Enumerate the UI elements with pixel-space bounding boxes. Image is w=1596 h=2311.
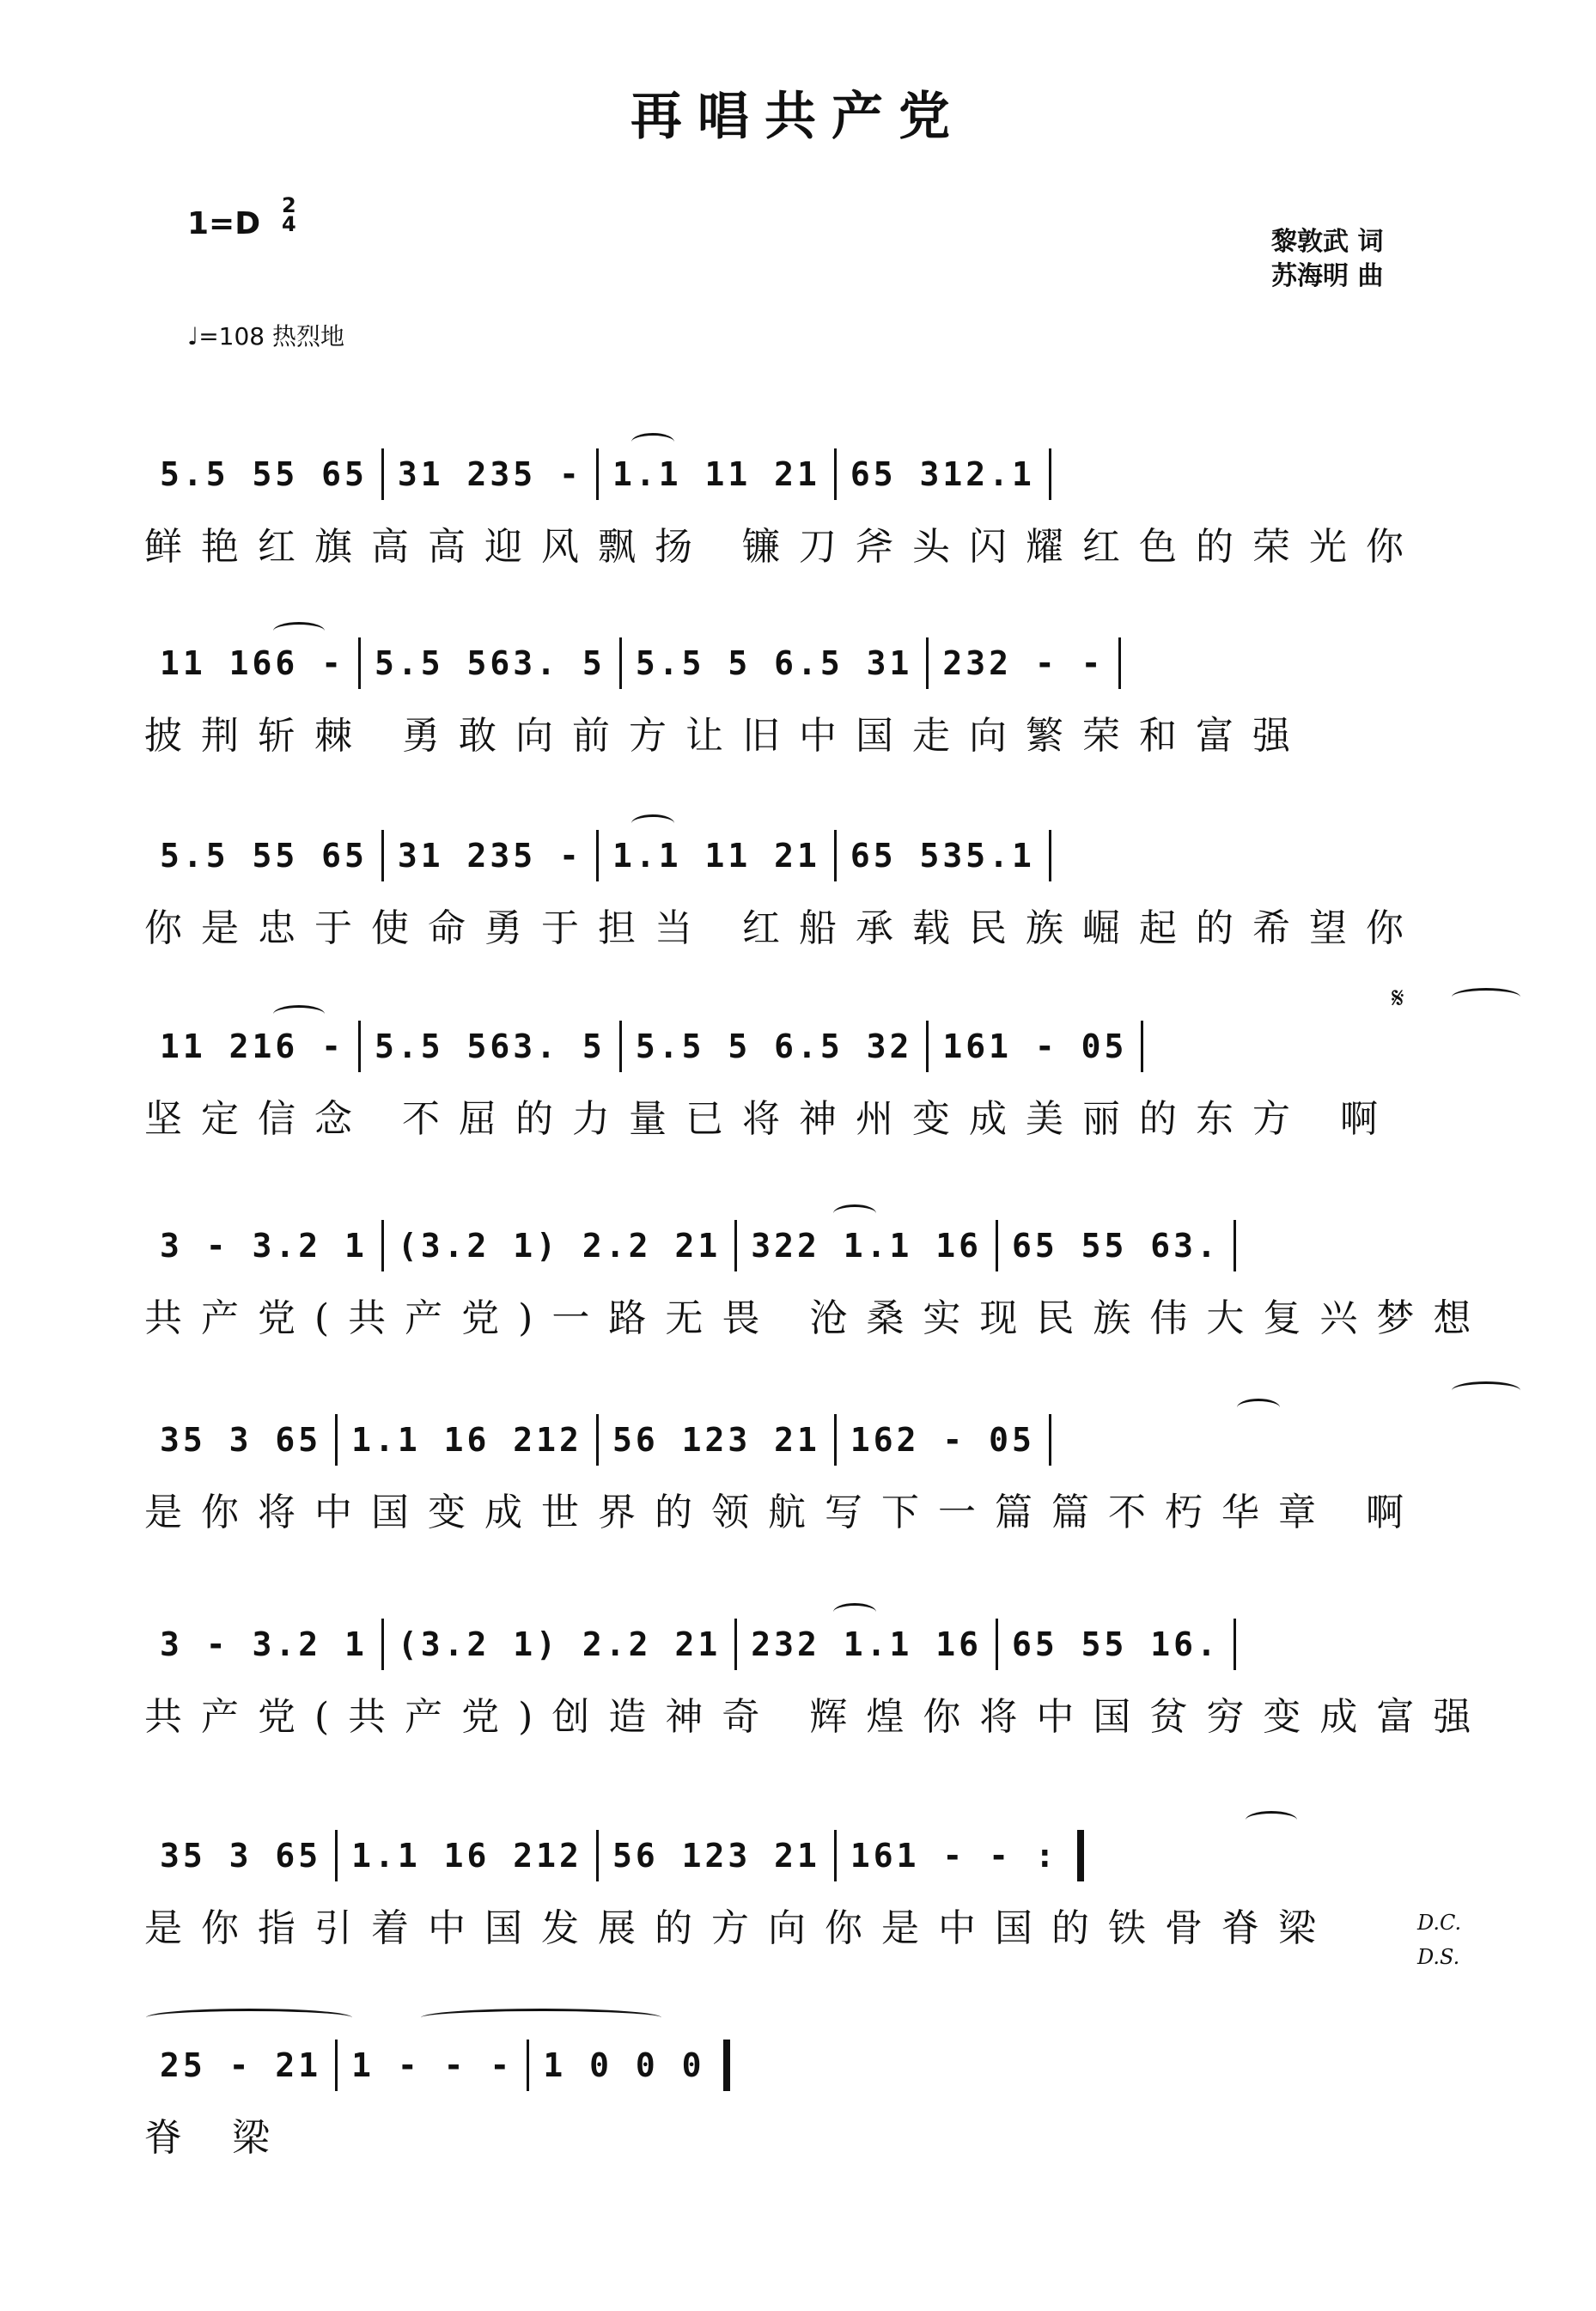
barline [1234, 1220, 1236, 1271]
score-system-3 [0, 830, 1596, 1002]
segno-sign: 𝄋 [1392, 981, 1404, 1015]
measure: 35 3 65 [160, 1837, 322, 1875]
notation-line [146, 1619, 1236, 1670]
tempo-marking: ♩=108 热烈地 [187, 322, 345, 351]
dc-mark: D.C. [1417, 1911, 1462, 1935]
slur-mark [833, 1204, 876, 1223]
measure: 1 0 0 0 [543, 2046, 705, 2084]
measure: 5.5 5 6.5 32 [635, 1027, 913, 1065]
notation-line [146, 448, 1051, 500]
slur-mark [273, 1005, 325, 1023]
measure: 232 1.1 16 [751, 1625, 982, 1663]
lyricist-credit: 黎敦武 词 [1271, 227, 1384, 257]
repeat-end-barline [1077, 1830, 1084, 1881]
measure: 322 1.1 16 [751, 1227, 982, 1265]
measure: 1.1 16 212 [351, 1837, 582, 1875]
measure: 5.5 55 65 [160, 455, 368, 493]
barline [1049, 1414, 1051, 1466]
lyrics-line: 共产党(共产党)创造神奇 辉煌你将中国贫穷变成富强 [144, 1695, 1490, 1739]
measure: 161 - 05 [942, 1027, 1128, 1065]
measure: 31 235 - [397, 837, 582, 875]
measure: 5.5 563. 5 [375, 644, 606, 682]
measure: (3.2 1) 2.2 21 [397, 1625, 722, 1663]
measure: 3 - 3.2 1 [160, 1625, 368, 1663]
measure: 31 235 - [397, 455, 582, 493]
measure: 65 55 63. [1011, 1227, 1220, 1265]
barline [1141, 1021, 1143, 1072]
score-system-7 [0, 1619, 1596, 1790]
lyrics-line: 鲜艳红旗高高迎风飘扬 镰刀斧头闪耀红色的荣光你 [144, 525, 1422, 569]
measure: 1 - - - [351, 2046, 514, 2084]
lyrics-line: 你是忠于使命勇于担当 红船承载民族崛起的希望你 [144, 906, 1422, 950]
measure: 232 - - [942, 644, 1105, 682]
meter-top: 2 [282, 193, 296, 217]
measure: 56 123 21 [612, 1837, 820, 1875]
key-signature: 1=D [187, 206, 261, 241]
lyrics-line: 是你指引着中国发展的方向你是中国的铁骨脊梁 [144, 1906, 1335, 1950]
measure: 5.5 5 6.5 31 [635, 644, 913, 682]
score-system-5 [0, 1220, 1596, 1392]
slur-mark [631, 433, 674, 451]
measure: 3 - 3.2 1 [160, 1227, 368, 1265]
measure: 1.1 11 21 [612, 837, 820, 875]
notation-line [146, 1021, 1143, 1072]
notation-line [146, 2040, 730, 2091]
slur-mark [1452, 1381, 1520, 1399]
measure: 56 123 21 [612, 1421, 820, 1459]
composer-credit: 苏海明 曲 [1271, 261, 1384, 291]
song-title: 再唱共产党 [630, 87, 966, 147]
score-system-4 [0, 1021, 1596, 1192]
notation-line [146, 637, 1121, 689]
slur-mark [273, 622, 325, 640]
lyrics-line: 披荆斩棘 勇敢向前方让旧中国走向繁荣和富强 [144, 714, 1309, 758]
barline [1049, 830, 1051, 881]
measure: 1.1 11 21 [612, 455, 820, 493]
measure: 65 312.1 [850, 455, 1035, 493]
slur-mark [631, 814, 674, 832]
notation-line [146, 1220, 1236, 1271]
notation-line [146, 1830, 1084, 1881]
measure: 162 - 05 [850, 1421, 1035, 1459]
barline [1049, 448, 1051, 500]
measure: 161 - - : [850, 1837, 1058, 1875]
barline [1234, 1619, 1236, 1670]
notation-line [146, 1414, 1051, 1466]
credits [1271, 225, 1383, 294]
score-system-8 [0, 1830, 1596, 2002]
measure: 65 55 16. [1011, 1625, 1220, 1663]
slur-mark [1246, 1811, 1297, 1829]
score-system-1 [0, 448, 1596, 620]
lyrics-line: 脊 梁 [144, 2116, 289, 2160]
slur-mark [833, 1603, 876, 1621]
measure: 35 3 65 [160, 1421, 322, 1459]
measure: 5.5 563. 5 [375, 1027, 606, 1065]
barline [1118, 637, 1121, 689]
meter-bottom: 4 [282, 212, 296, 236]
measure: 25 - 21 [160, 2046, 322, 2084]
slur-mark [421, 2009, 661, 2027]
measure: 1.1 16 212 [351, 1421, 582, 1459]
measure: 11 166 - [160, 644, 345, 682]
score-system-2 [0, 637, 1596, 809]
lyrics-line: 坚定信念 不屈的力量已将神州变成美丽的东方 啊 [144, 1097, 1397, 1141]
repeat-instructions [1417, 1906, 1461, 1974]
measure: 5.5 55 65 [160, 837, 368, 875]
slur-mark [146, 2009, 352, 2027]
measure: (3.2 1) 2.2 21 [397, 1227, 722, 1265]
ds-mark: D.S. [1417, 1945, 1460, 1969]
final-barline [723, 2040, 730, 2091]
measure: 65 535.1 [850, 837, 1035, 875]
notation-line [146, 830, 1051, 881]
score-system-9 [0, 2040, 1596, 2211]
slur-mark [1452, 988, 1520, 1006]
score-system-6 [0, 1414, 1596, 1586]
lyrics-line: 共产党(共产党)一路无畏 沧桑实现民族伟大复兴梦想 [144, 1296, 1490, 1340]
slur-mark [1237, 1399, 1280, 1417]
lyrics-line: 是你将中国变成世界的领航写下一篇篇不朽华章 啊 [144, 1491, 1422, 1534]
measure: 11 216 - [160, 1027, 345, 1065]
time-signature [282, 193, 296, 236]
